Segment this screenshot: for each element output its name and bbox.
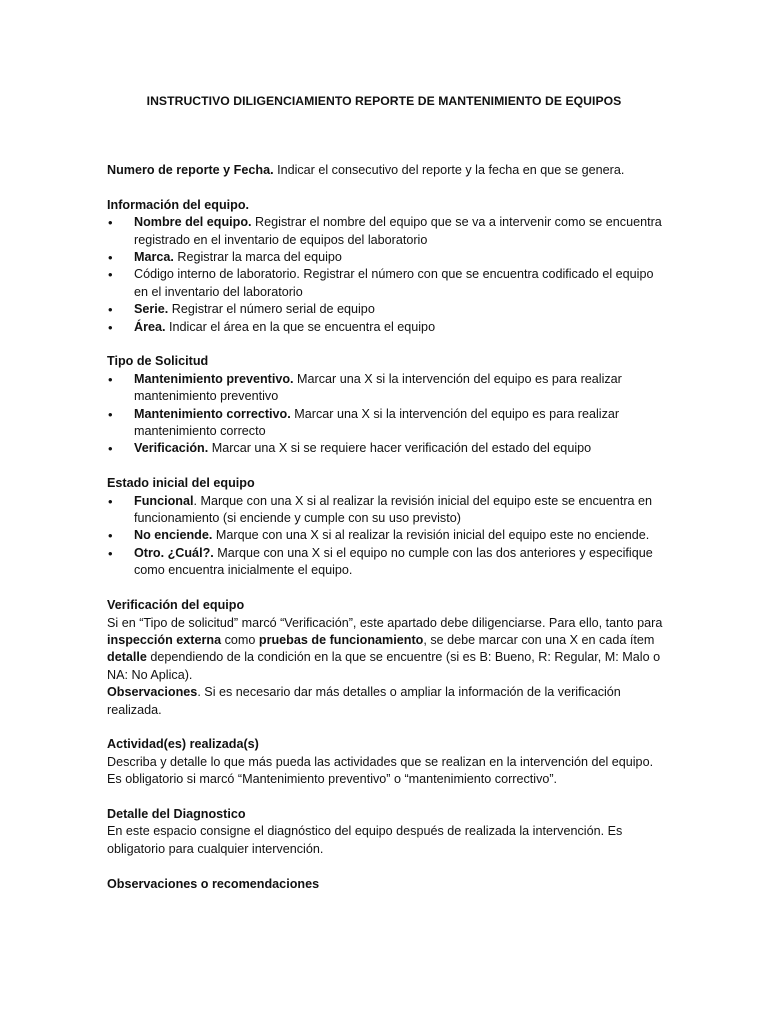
text-run: Si en “Tipo de solicitud” marcó “Verificación”, este apartado debe diligenciarse. Para ello, tanto para xyxy=(107,615,663,630)
bold-run: pruebas de funcionamiento xyxy=(258,632,424,647)
bullet-icon: • xyxy=(108,493,113,509)
list-item xyxy=(107,301,667,318)
bullet-icon: • xyxy=(108,250,113,266)
bold-run: inspección externa xyxy=(107,632,222,647)
bullet-icon: • xyxy=(108,441,113,457)
text-run: , se debe marcar con una X en cada ítem xyxy=(423,632,655,647)
item-text: Indicar el área en la que se encuentra el equipo xyxy=(165,319,436,334)
bullet-icon: • xyxy=(108,319,113,335)
list-item xyxy=(107,527,667,544)
item-label: Verificación. xyxy=(134,441,209,456)
observaciones-heading: Observaciones o recomendaciones xyxy=(107,876,320,891)
list-item xyxy=(107,493,667,528)
item-text: Marcar una X si se requiere hacer verificación del estado del equipo xyxy=(208,441,592,456)
list-item xyxy=(107,371,667,406)
solicitud-heading: Tipo de Solicitud xyxy=(107,354,209,369)
text-run: dependiendo de la condición en la que se encuentre (si es B: Bueno, R: Regular, M: Malo o NA: No Aplica). xyxy=(107,650,661,682)
item-label: Mantenimiento preventivo. xyxy=(134,371,294,386)
list-item xyxy=(107,266,667,301)
item-label: Área. xyxy=(134,319,166,334)
bullet-icon: • xyxy=(108,371,113,387)
bullet-icon: • xyxy=(108,302,113,318)
item-label: Marca. xyxy=(134,250,174,265)
bullet-icon: • xyxy=(108,215,113,231)
bold-run: detalle xyxy=(107,650,147,665)
bullet-icon: • xyxy=(108,545,113,561)
observaciones-paragraph xyxy=(107,684,667,719)
item-text: Registrar el nombre del equipo que se va a intervenir como se encuentra registrado en el inventario de equipos del laboratorio xyxy=(134,215,662,247)
item-label: Nombre del equipo. xyxy=(134,215,252,230)
item-text: Marque con una X si al realizar la revisión inicial del equipo este no enciende. xyxy=(212,528,650,543)
item-label: No enciende. xyxy=(134,528,213,543)
item-label: Otro. ¿Cuál?. xyxy=(134,545,214,560)
item-text: Marcar una X si la intervención del equipo es para realizar mantenimiento correcto xyxy=(134,406,620,439)
diagnostico-paragraph: En este espacio consigne el diagnóstico del equipo después de realizada la intervención. Es obligatorio para cualquier intervención. xyxy=(107,824,623,856)
item-text: Registrar la marca del equipo xyxy=(173,250,342,265)
item-label: Funcional xyxy=(134,493,194,508)
bullet-icon: • xyxy=(108,528,113,544)
item-text: Registrar el número serial de equipo xyxy=(168,302,375,317)
solicitud-list xyxy=(107,371,667,458)
report-label: Numero de reporte y Fecha. xyxy=(107,163,274,177)
list-item xyxy=(107,249,667,266)
item-label: Mantenimiento correctivo. xyxy=(134,406,291,421)
document-body xyxy=(107,162,667,893)
list-item xyxy=(107,406,667,441)
item-text: . Marque con una X si al realizar la revisión inicial del equipo este se encuentra en funcionamiento (si enciende y cumple con su uso previsto) xyxy=(134,493,653,526)
equipo-heading: Información del equipo. xyxy=(107,197,250,212)
bold-run: Observaciones xyxy=(107,685,198,700)
item-text: Código interno de laboratorio. Registrar el número con que se encuentra codificado el equipo en el inventario del laboratorio xyxy=(134,267,654,299)
report-text: Indicar el consecutivo del reporte y la fecha en que se genera. xyxy=(273,163,625,177)
list-item xyxy=(107,214,667,249)
text-run: como xyxy=(221,632,259,647)
report-paragraph xyxy=(107,162,667,179)
actividades-heading: Actividad(es) realizada(s) xyxy=(107,737,259,752)
item-label: Serie. xyxy=(134,302,169,317)
estado-list xyxy=(107,493,667,580)
bullet-icon: • xyxy=(108,267,113,283)
verificacion-paragraph xyxy=(107,615,667,685)
item-text: Marcar una X si la intervención del equipo es para realizar mantenimiento preventivo xyxy=(134,371,622,404)
equipo-list xyxy=(107,214,667,336)
list-item xyxy=(107,440,667,457)
document-title: INSTRUCTIVO DILIGENCIAMIENTO REPORTE DE MANTENIMIENTO DE EQUIPOS xyxy=(146,94,622,108)
verificacion-heading: Verificación del equipo xyxy=(107,598,245,613)
list-item xyxy=(107,319,667,336)
bullet-icon: • xyxy=(108,406,113,422)
list-item xyxy=(107,545,667,580)
estado-heading: Estado inicial del equipo xyxy=(107,476,255,491)
diagnostico-heading: Detalle del Diagnostico xyxy=(107,806,246,821)
actividades-paragraph: Describa y detalle lo que más pueda las actividades que se realizan en la intervención del equipo. Es obligatorio si marcó “Mantenimiento preventivo” o “mantenimiento correctivo”. xyxy=(107,754,654,787)
text-run: . Si es necesario dar más detalles o ampliar la información de la verificación realizada. xyxy=(107,685,621,717)
item-text: Marque con una X si el equipo no cumple con las dos anteriores y especifique como encuentra inicialmente el equipo. xyxy=(134,545,653,578)
